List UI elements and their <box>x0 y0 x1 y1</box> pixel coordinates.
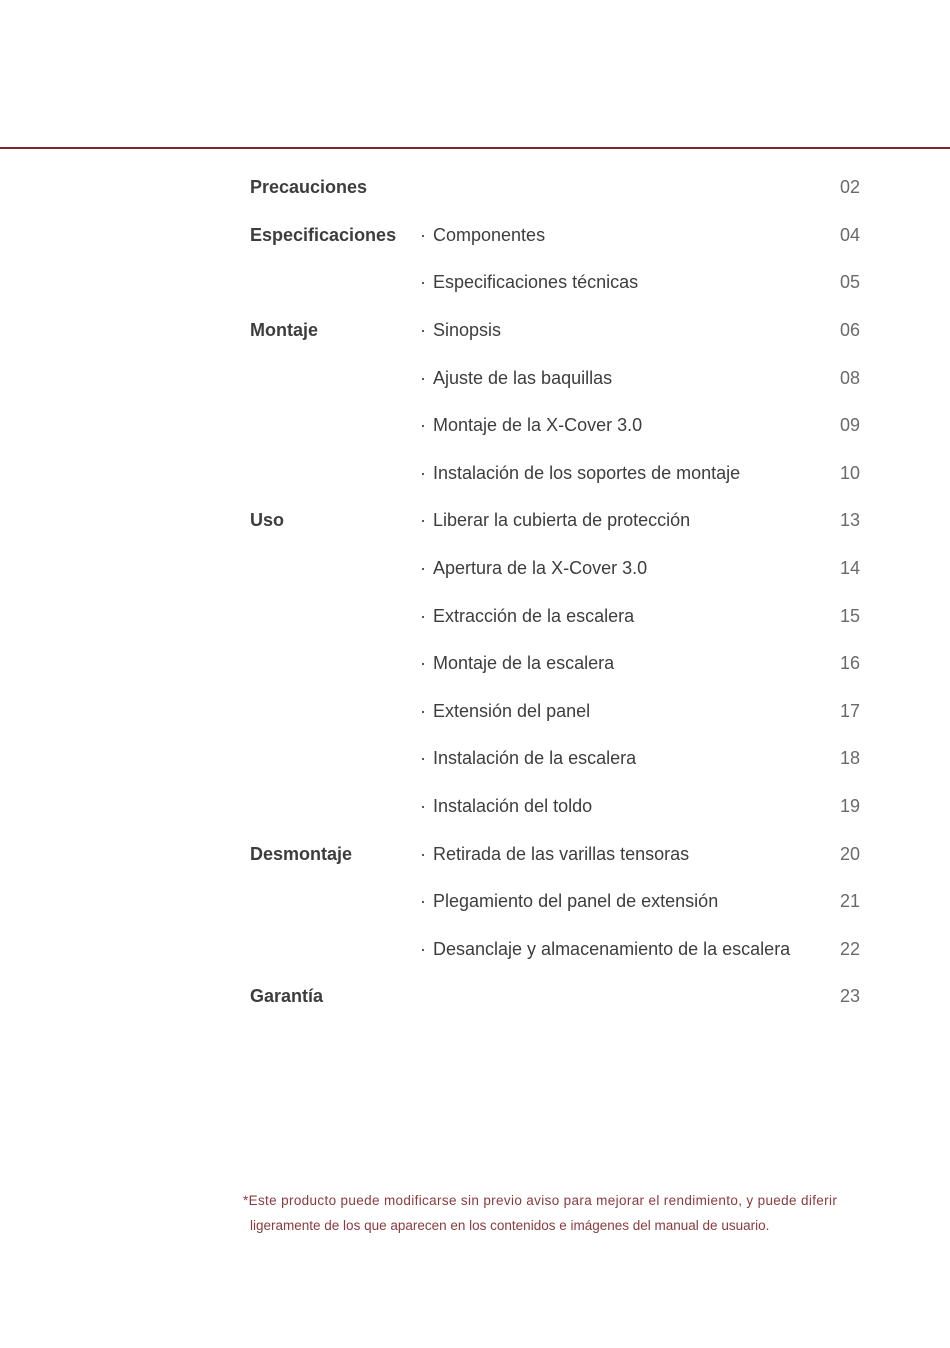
toc-page-number: 16 <box>839 653 860 674</box>
toc-entry <box>420 653 820 674</box>
toc-page-number: 20 <box>839 843 860 864</box>
toc-entry <box>420 796 820 817</box>
toc-entry <box>420 939 820 960</box>
toc-entry-label: Sinopsis <box>433 320 502 341</box>
bullet-icon: · <box>420 224 426 245</box>
toc-row[interactable] <box>250 497 860 545</box>
toc-page-number: 13 <box>839 510 860 531</box>
toc-entry-label: Ajuste de las baquillas <box>433 367 613 388</box>
bullet-icon: · <box>420 367 426 388</box>
toc-entry <box>420 272 820 293</box>
toc-page-number: 21 <box>839 891 860 912</box>
toc-section-title: Montaje <box>250 320 319 341</box>
toc-row[interactable] <box>250 830 860 878</box>
bullet-icon: · <box>420 748 426 769</box>
toc-entry-label: Montaje de la escalera <box>433 653 615 674</box>
toc-page-number: 19 <box>839 796 860 817</box>
bullet-icon: · <box>420 558 426 579</box>
toc-entry-label: Apertura de la X-Cover 3.0 <box>433 558 648 579</box>
bullet-icon: · <box>420 843 426 864</box>
toc-row[interactable] <box>250 307 860 355</box>
toc-entry-label: Montaje de la X-Cover 3.0 <box>433 415 643 436</box>
toc-entry-label: Liberar la cubierta de protección <box>433 510 691 531</box>
toc-row[interactable] <box>250 592 860 640</box>
toc-entry <box>420 510 820 531</box>
toc-page-number: 23 <box>839 986 860 1007</box>
toc-page-number: 05 <box>839 272 860 293</box>
toc-page-number: 08 <box>839 367 860 388</box>
toc-entry-label: Plegamiento del panel de extensión <box>433 891 719 912</box>
toc-section-title: Especificaciones <box>250 224 397 245</box>
toc-page-number: 06 <box>839 320 860 341</box>
toc-row[interactable] <box>250 735 860 783</box>
toc-row[interactable] <box>250 973 860 1021</box>
toc-row[interactable] <box>250 402 860 450</box>
table-of-contents <box>250 164 860 1021</box>
toc-section-title: Garantía <box>250 986 324 1007</box>
toc-entry <box>420 606 820 627</box>
toc-row[interactable] <box>250 926 860 974</box>
toc-entry-label: Retirada de las varillas tensoras <box>433 843 690 864</box>
toc-page-number: 09 <box>839 415 860 436</box>
toc-page-number: 04 <box>839 224 860 245</box>
toc-page-number: 02 <box>839 177 860 198</box>
toc-page-number: 15 <box>839 605 860 626</box>
toc-page-number: 10 <box>839 462 860 483</box>
bullet-icon: · <box>420 891 426 912</box>
toc-entry-label: Componentes <box>433 224 546 245</box>
toc-entry-label: Instalación de la escalera <box>433 748 637 769</box>
toc-entry-label: Instalación del toldo <box>433 796 593 817</box>
toc-page-number: 22 <box>839 938 860 959</box>
toc-entry-label: Extensión del panel <box>433 700 591 721</box>
toc-row[interactable] <box>250 545 860 593</box>
toc-row[interactable] <box>250 164 860 212</box>
toc-entry-label: Especificaciones técnicas <box>433 272 639 293</box>
toc-entry <box>420 558 820 579</box>
toc-entry <box>420 748 820 769</box>
toc-section-title: Precauciones <box>250 177 368 198</box>
footnote-line-1: *Este producto puede modificarse sin previo aviso para mejorar el rendimiento, y puede diferir <box>243 1193 838 1208</box>
bullet-icon: · <box>420 415 426 436</box>
toc-entry <box>420 891 820 912</box>
toc-entry <box>420 844 820 865</box>
toc-entry-label: Desanclaje y almacenamiento de la escalera <box>433 938 791 959</box>
toc-row[interactable] <box>250 259 860 307</box>
toc-page-number: 14 <box>839 558 860 579</box>
bullet-icon: · <box>420 796 426 817</box>
toc-row[interactable] <box>250 354 860 402</box>
bullet-icon: · <box>420 938 426 959</box>
bullet-icon: · <box>420 272 426 293</box>
header-divider <box>0 147 950 149</box>
toc-entry <box>420 368 820 389</box>
toc-row[interactable] <box>250 212 860 260</box>
bullet-icon: · <box>420 700 426 721</box>
toc-row[interactable] <box>250 783 860 831</box>
toc-page-number: 17 <box>839 700 860 721</box>
toc-page-number: 18 <box>839 748 860 769</box>
toc-entry <box>420 415 820 436</box>
toc-section-title: Uso <box>250 510 285 531</box>
toc-row[interactable] <box>250 878 860 926</box>
toc-section-title: Desmontaje <box>250 843 353 864</box>
bullet-icon: · <box>420 605 426 626</box>
footnote-line-2: ligeramente de los que aparecen en los contenidos e imágenes del manual de usuario. <box>250 1218 770 1233</box>
toc-entry-label: Extracción de la escalera <box>433 605 635 626</box>
bullet-icon: · <box>420 510 426 531</box>
toc-entry <box>420 463 820 484</box>
footnote <box>243 1188 903 1238</box>
toc-entry <box>420 320 820 341</box>
bullet-icon: · <box>420 462 426 483</box>
toc-row[interactable] <box>250 688 860 736</box>
toc-entry-label: Instalación de los soportes de montaje <box>433 462 741 483</box>
bullet-icon: · <box>420 320 426 341</box>
bullet-icon: · <box>420 653 426 674</box>
toc-entry <box>420 701 820 722</box>
toc-row[interactable] <box>250 640 860 688</box>
toc-entry <box>420 225 820 246</box>
toc-row[interactable] <box>250 450 860 498</box>
